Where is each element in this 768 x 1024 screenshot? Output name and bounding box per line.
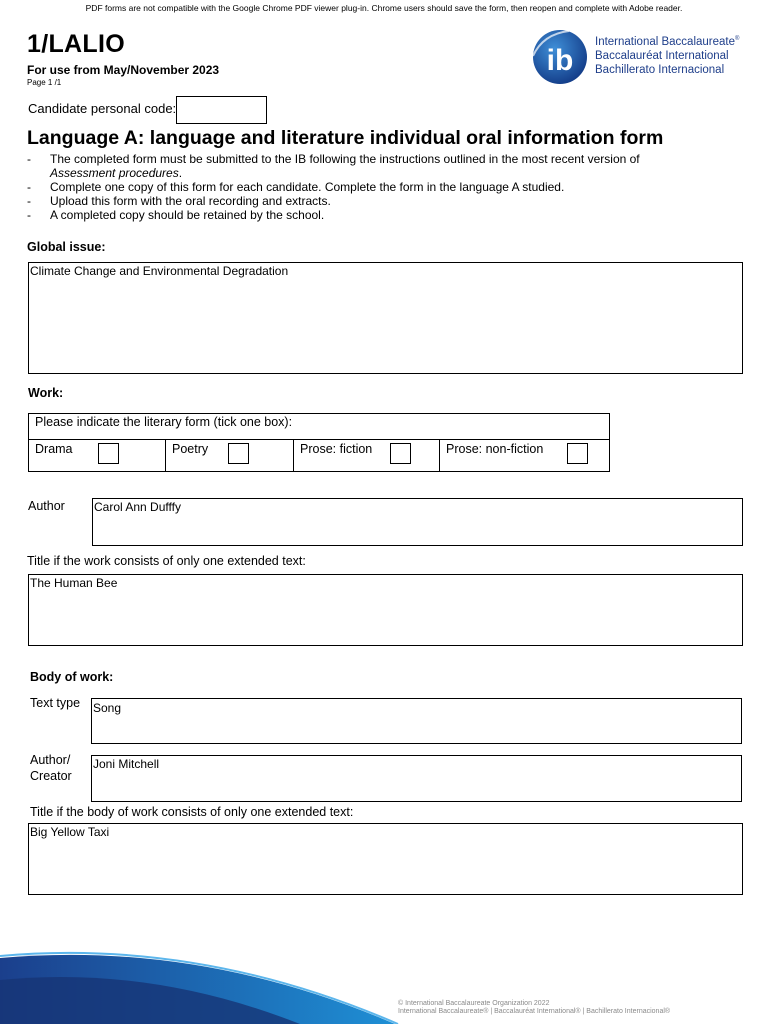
logo-line-fr: Baccalauréat International	[595, 49, 729, 62]
text-type-label: Text type	[30, 696, 81, 710]
footer-line: International Baccalaureate® | Baccalauréat International® | Bachillerato Internacional®	[398, 1008, 671, 1015]
global-issue-label: Global issue:	[27, 240, 106, 254]
candidate-code-field[interactable]	[176, 96, 267, 124]
body-author-label-line: Author/	[30, 753, 71, 767]
logo-registered: ®	[735, 36, 740, 42]
work-label: Work:	[28, 386, 64, 400]
instruction-item: - A completed copy should be retained by the school.	[27, 208, 727, 222]
body-author-field[interactable]: Joni Mitchell	[91, 755, 742, 802]
instructions-list	[27, 152, 727, 222]
instruction-item: - Complete one copy of this form for each candidate. Complete the form in the language A studied.	[27, 180, 727, 194]
drama-checkbox[interactable]	[98, 443, 119, 464]
form-option-prose-nonfiction-label: Prose: non-fiction	[446, 442, 544, 456]
form-option-drama-label: Drama	[35, 442, 73, 456]
body-author-label	[30, 752, 72, 784]
body-title-field[interactable]: Big Yellow Taxi	[28, 823, 743, 895]
prose-nonfiction-checkbox[interactable]	[567, 443, 588, 464]
logo-line-es: Bachillerato Internacional	[595, 63, 725, 76]
form-code: 1/LALIO	[27, 30, 125, 58]
ib-logo-icon	[529, 26, 591, 88]
ib-logo	[529, 26, 759, 88]
footer-line: © International Baccalaureate Organization 2022	[398, 1000, 550, 1007]
instruction-period: .	[178, 166, 183, 180]
literary-form-prompt: Please indicate the literary form (tick one box):	[29, 414, 610, 440]
prose-fiction-checkbox[interactable]	[390, 443, 411, 464]
page-number: Page 1 /1	[27, 78, 62, 87]
poetry-checkbox[interactable]	[228, 443, 249, 464]
form-option-prose-fiction-label: Prose: fiction	[300, 442, 373, 456]
logo-line-en: International Baccalaureate	[595, 35, 736, 48]
body-of-work-label: Body of work:	[30, 670, 114, 684]
work-author-field[interactable]: Carol Ann Dufffy	[92, 498, 743, 546]
footer-copyright	[398, 1000, 670, 1016]
literary-form-table	[28, 413, 610, 472]
pdf-viewer-notice: PDF forms are not compatible with the Google Chrome PDF viewer plug-in. Chrome users should save the form, then reopen and complete with Adobe reader.	[85, 3, 683, 13]
instruction-text: The completed form must be submitted to the IB following the instructions outlined in the most recent version of	[50, 152, 640, 166]
body-author-label-line: Creator	[30, 769, 72, 783]
use-from-date: For use from May/November 2023	[27, 63, 220, 77]
instruction-item	[27, 152, 727, 180]
body-title-label: Title if the body of work consists of only one extended text:	[30, 805, 354, 819]
work-title-label: Title if the work consists of only one extended text:	[27, 554, 306, 568]
logo-mark: ib	[546, 44, 574, 77]
text-type-field[interactable]: Song	[91, 698, 742, 744]
work-author-label: Author	[28, 499, 65, 513]
global-issue-field[interactable]: Climate Change and Environmental Degradation	[28, 262, 743, 374]
work-title-field[interactable]: The Human Bee	[28, 574, 743, 646]
instruction-item: - Upload this form with the oral recording and extracts.	[27, 194, 727, 208]
assessment-procedures-ref: Assessment procedures	[50, 166, 179, 180]
form-title: Language A: language and literature individual oral information form	[27, 127, 664, 149]
form-option-poetry-label: Poetry	[172, 442, 209, 456]
candidate-code-label: Candidate personal code:	[28, 101, 177, 116]
